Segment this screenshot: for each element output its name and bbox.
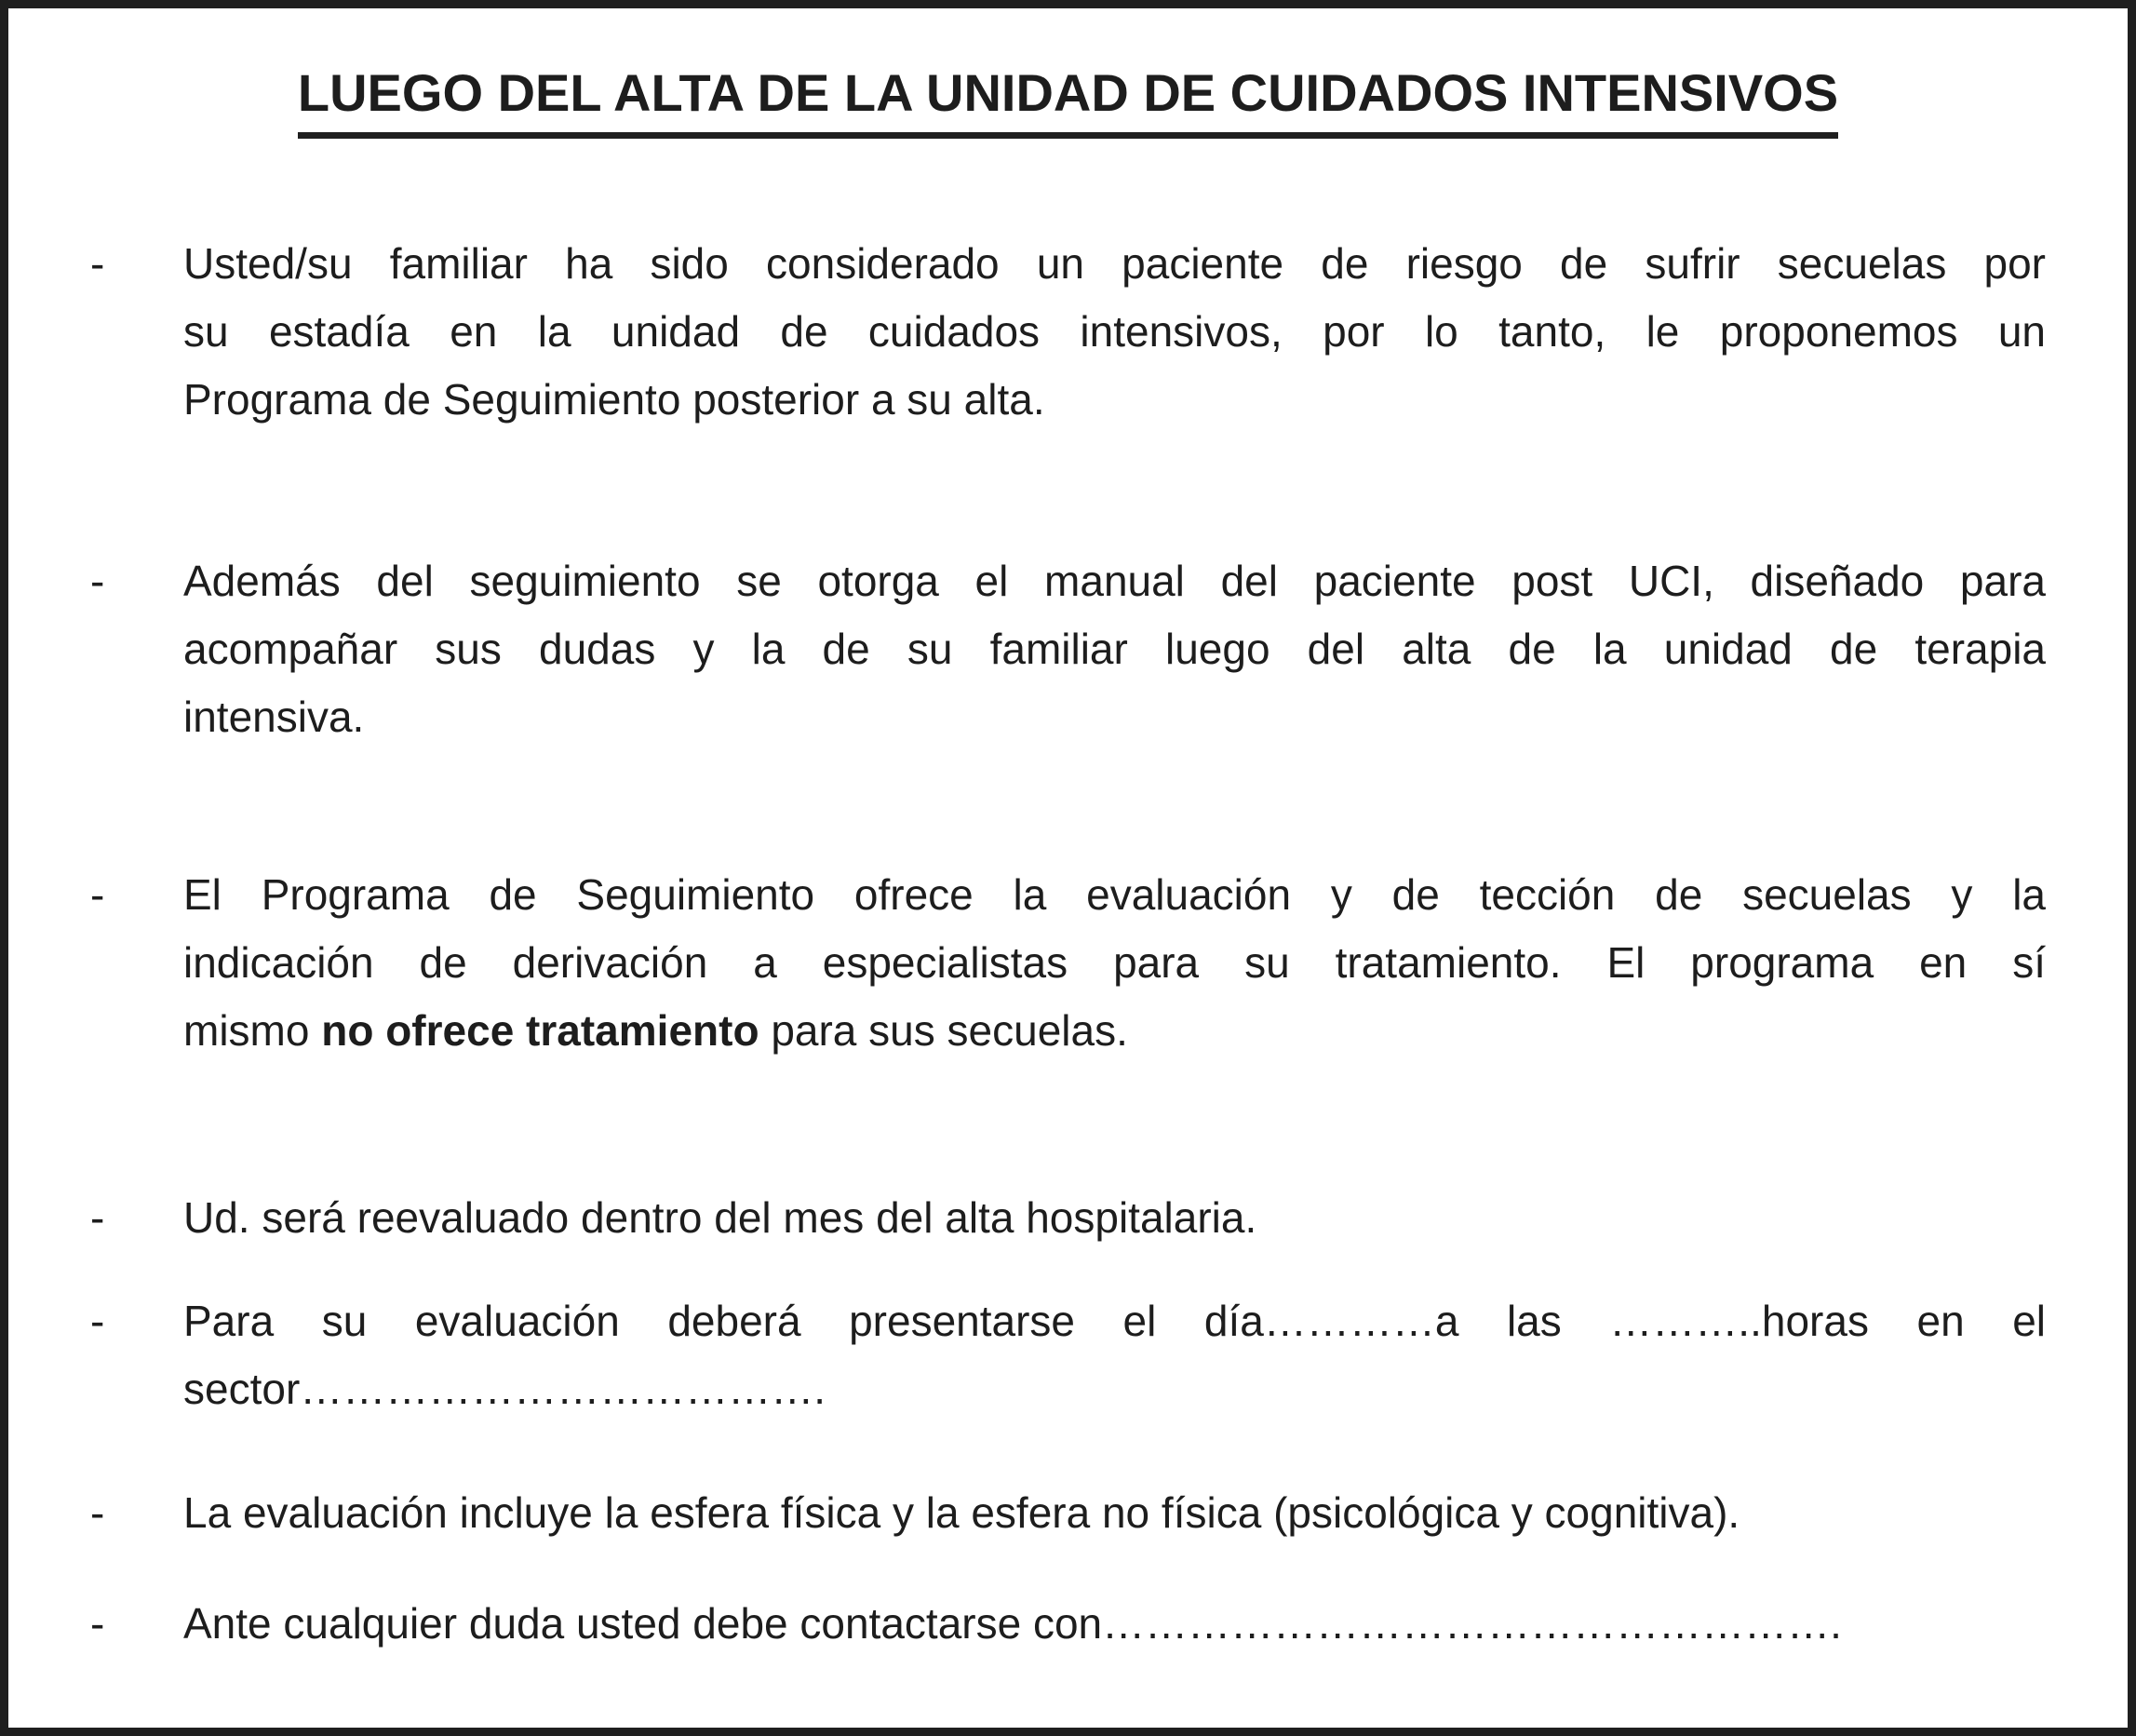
text-segment: Programa de Seguimiento posterior a su alta. bbox=[183, 375, 1045, 424]
text-segment: para sus secuelas. bbox=[759, 1006, 1128, 1055]
text-segment: Ud. será reevaluado dentro del mes del alta hospitalaria. bbox=[183, 1193, 1257, 1242]
text-line bbox=[183, 366, 2046, 434]
text-line bbox=[183, 1479, 2046, 1547]
bullet-marker: - bbox=[90, 1488, 105, 1537]
bold-text-segment: no ofrece tratamiento bbox=[321, 1006, 759, 1055]
bullet-text bbox=[183, 230, 2046, 434]
text-segment: La evaluación incluye la esfera física y la esfera no física (psicológica y cognitiva). bbox=[183, 1488, 1740, 1537]
text-line bbox=[183, 615, 2046, 683]
page-title: LUEGO DEL ALTA DE LA UNIDAD DE CUIDADOS INTENSIVOS bbox=[298, 62, 1838, 139]
text-segment: indicación de derivación a especialistas para su tratamiento. El programa en sí bbox=[183, 938, 2046, 987]
list-item bbox=[90, 861, 2046, 1065]
text-line bbox=[183, 997, 2046, 1065]
text-segment: su estadía en la unidad de cuidados intensivos, por lo tanto, le proponemos un bbox=[183, 307, 2046, 356]
bullet-text bbox=[183, 861, 2046, 1065]
list-item bbox=[90, 1184, 2046, 1252]
list-item bbox=[90, 230, 2046, 434]
text-line bbox=[183, 1184, 2046, 1252]
text-segment: intensiva. bbox=[183, 693, 365, 741]
text-line bbox=[183, 1287, 2046, 1355]
text-line bbox=[183, 1355, 2046, 1423]
bullet-marker: - bbox=[90, 239, 105, 288]
text-segment: El Programa de Seguimiento ofrece la evaluación y de tección de secuelas y la bbox=[183, 870, 2046, 919]
bullet-list bbox=[90, 230, 2046, 1658]
text-segment: acompañar sus dudas y la de su familiar luego del alta de la unidad de terapia bbox=[183, 625, 2046, 673]
bullet-text bbox=[183, 1479, 2046, 1547]
bullet-marker: - bbox=[90, 1599, 105, 1648]
list-item bbox=[90, 1590, 2046, 1658]
title-container bbox=[90, 62, 2046, 139]
text-line bbox=[183, 230, 2046, 298]
text-segment: Ante cualquier duda usted debe contactarse con……………………………………………. bbox=[183, 1599, 1842, 1648]
bullet-marker: - bbox=[90, 1193, 105, 1242]
list-item bbox=[90, 1479, 2046, 1547]
text-segment: Además del seguimiento se otorga el manual del paciente post UCI, diseñado para bbox=[183, 557, 2046, 605]
bullet-text bbox=[183, 1287, 2046, 1423]
text-segment: mismo bbox=[183, 1006, 322, 1055]
bullet-text bbox=[183, 1590, 2046, 1658]
text-line bbox=[183, 929, 2046, 997]
bullet-text bbox=[183, 1184, 2046, 1252]
text-line bbox=[183, 298, 2046, 366]
text-line bbox=[183, 683, 2046, 751]
list-item bbox=[90, 1287, 2046, 1423]
text-segment: Para su evaluación deberá presentarse el día…………a las ………..horas en el bbox=[183, 1297, 2046, 1345]
list-item bbox=[90, 547, 2046, 751]
text-line bbox=[183, 547, 2046, 615]
text-segment: Usted/su familiar ha sido considerado un paciente de riesgo de sufrir secuelas por bbox=[183, 239, 2046, 288]
text-segment: sector………………………………. bbox=[183, 1365, 826, 1413]
text-line bbox=[183, 861, 2046, 929]
bullet-marker: - bbox=[90, 557, 105, 605]
bullet-marker: - bbox=[90, 1297, 105, 1345]
bullet-marker: - bbox=[90, 870, 105, 919]
text-line bbox=[183, 1590, 2046, 1658]
bullet-text bbox=[183, 547, 2046, 751]
